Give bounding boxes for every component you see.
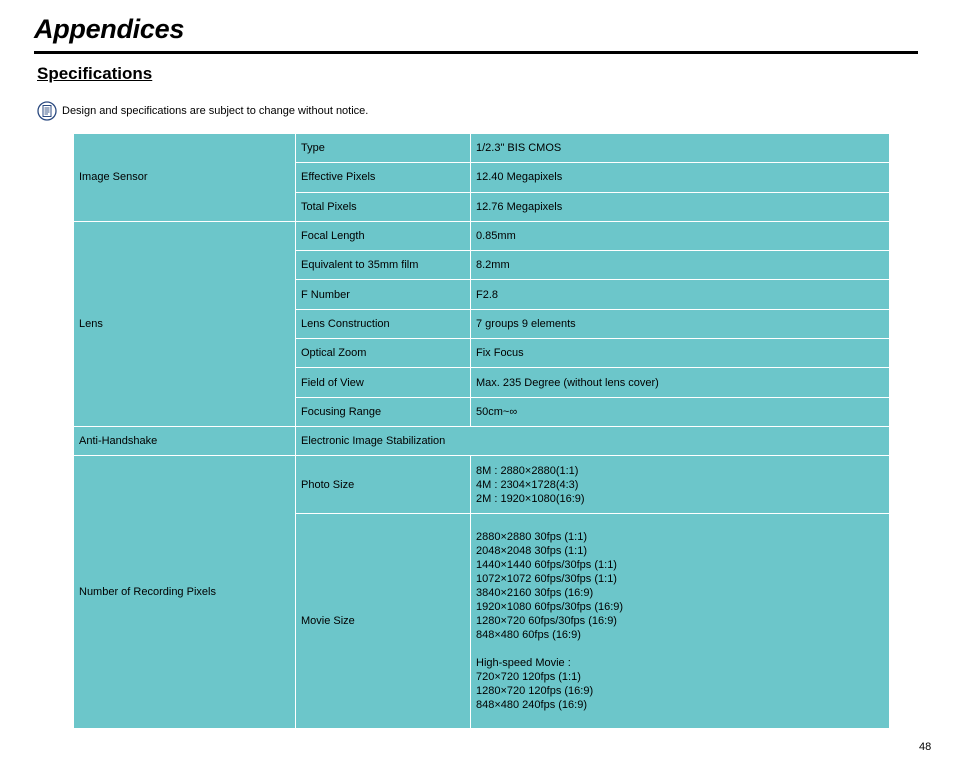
spec-value: 7 groups 9 elements (471, 309, 890, 338)
title-divider (34, 51, 918, 54)
spec-name: F Number (296, 280, 471, 309)
spec-value: 8.2mm (471, 251, 890, 280)
spec-name: Field of View (296, 368, 471, 397)
spec-name: Focusing Range (296, 397, 471, 426)
specifications-table (73, 133, 890, 729)
spec-name: Equivalent to 35mm film (296, 251, 471, 280)
category-image-sensor: Image Sensor (74, 134, 296, 222)
category-lens: Lens (74, 221, 296, 426)
spec-name: Photo Size (296, 456, 471, 514)
note-icon (37, 101, 57, 121)
spec-value: Max. 235 Degree (without lens cover) (471, 368, 890, 397)
spec-value: Electronic Image Stabilization (296, 426, 890, 455)
page-number: 48 (919, 741, 932, 753)
section-title: Specifications (37, 64, 153, 83)
spec-name: Optical Zoom (296, 339, 471, 368)
page-title: Appendices (34, 14, 185, 44)
category-anti-handshake: Anti-Handshake (74, 426, 296, 455)
spec-value: F2.8 (471, 280, 890, 309)
table-row (74, 134, 890, 163)
spec-value: 12.40 Megapixels (471, 163, 890, 192)
spec-name: Total Pixels (296, 192, 471, 221)
spec-name: Focal Length (296, 221, 471, 250)
category-recording-pixels: Number of Recording Pixels (74, 456, 296, 729)
spec-value: 1/2.3" BIS CMOS (471, 134, 890, 163)
spec-value: 12.76 Megapixels (471, 192, 890, 221)
spec-value: 8M : 2880×2880(1:1) 4M : 2304×1728(4:3) 2M : 1920×1080(16:9) (471, 456, 890, 514)
table-row (74, 456, 890, 514)
spec-name: Effective Pixels (296, 163, 471, 192)
table-row (74, 426, 890, 455)
spec-name: Type (296, 134, 471, 163)
note-text: Design and specifications are subject to change without notice. (62, 105, 369, 117)
spec-name: Lens Construction (296, 309, 471, 338)
spec-value: Fix Focus (471, 339, 890, 368)
spec-value: 0.85mm (471, 221, 890, 250)
spec-name: Movie Size (296, 514, 471, 729)
table-row (74, 221, 890, 250)
note (37, 101, 368, 121)
spec-value: 50cm~∞ (471, 397, 890, 426)
spec-value: 2880×2880 30fps (1:1) 2048×2048 30fps (1:1) 1440×1440 60fps/30fps (1:1) 1072×1072 60fps/30fps (1:1) 3840×2160 30fps (16:9) 1920×1080 60fps/30fps (16:9) 1280×720 60fps/30fps (16:9) 848×480 60fps (16:9) High-speed Movie : 720×720 120fps (1:1) 1280×720 120fps (16:9) 848×480 240fps (16:9) (471, 514, 890, 729)
